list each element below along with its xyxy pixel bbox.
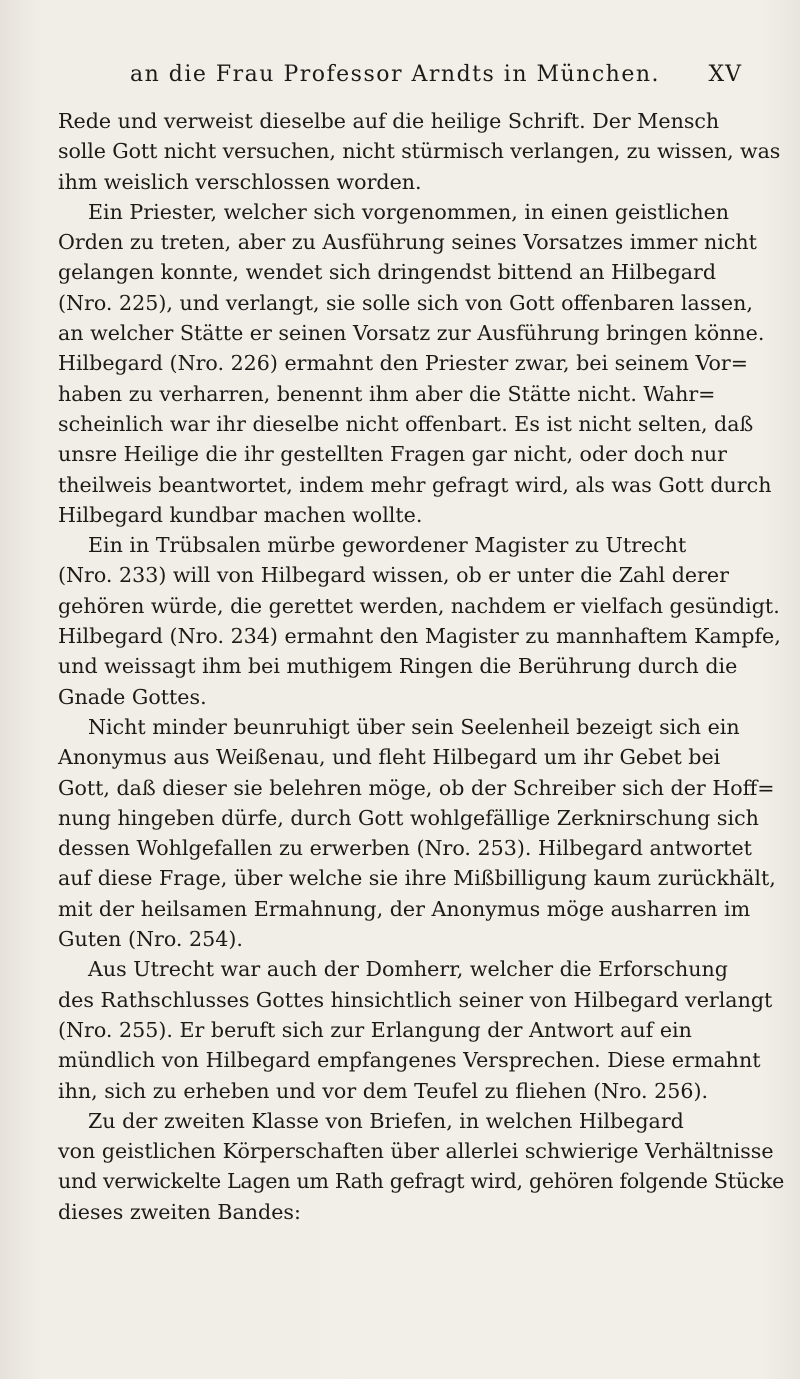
text-line: (Nro. 225), und verlangt, sie solle sich von Gott offenbaren lassen,: [58, 290, 753, 315]
text-line: Orden zu treten, aber zu Ausführung seines Vorsatzes immer nicht: [58, 230, 757, 255]
page-header: [108, 62, 742, 92]
text-line: gelangen konnte, wendet sich dringendst bittend an Hilbegard: [58, 260, 717, 285]
text-line: dieses zweiten Bandes:: [58, 1199, 301, 1224]
text-line: Hilbegard (Nro. 226) ermahnt den Priester zwar, bei seinem Vor=: [58, 351, 748, 376]
text-line: Ein Priester, welcher sich vorgenommen, in einen geistlichen: [88, 199, 730, 224]
text-line: Guten (Nro. 254).: [58, 927, 243, 952]
text-line: Hilbegard (Nro. 234) ermahnt den Magister zu mannhaftem Kampfe,: [58, 624, 781, 649]
paragraph: [58, 530, 786, 712]
text-line: dessen Wohlgefallen zu erwerben (Nro. 253). Hilbegard antwortet: [58, 836, 752, 861]
text-line: von geistlichen Körperschaften über allerlei schwierige Verhältnisse: [58, 1139, 774, 1164]
text-line: Anonymus aus Weißenau, und fleht Hilbegard um ihr Gebet bei: [58, 745, 721, 770]
text-line: mündlich von Hilbegard empfangenes Versprechen. Diese ermahnt: [58, 1048, 761, 1073]
paragraph: [58, 197, 786, 530]
text-line: haben zu verharren, benennt ihm aber die Stätte nicht. Wahr=: [58, 381, 716, 406]
running-title: an die Frau Professor Arndts in München.: [129, 62, 661, 87]
text-line: scheinlich war ihr dieselbe nicht offenbart. Es ist nicht selten, daß: [58, 411, 754, 436]
text-line: Nicht minder beunruhigt über sein Seelenheil bezeigt sich ein: [88, 714, 740, 739]
body-text: [58, 106, 786, 1227]
text-line: Gnade Gottes.: [58, 684, 207, 709]
text-line: mit der heilsamen Ermahnung, der Anonymus möge ausharren im: [58, 896, 751, 921]
page-number: XV: [708, 62, 742, 87]
paragraph: [58, 712, 786, 954]
text-line: und verwickelte Lagen um Rath gefragt wird, gehören folgende Stücke: [58, 1169, 784, 1194]
text-line: (Nro. 233) will von Hilbegard wissen, ob er unter die Zahl derer: [58, 563, 729, 588]
text-line: auf diese Frage, über welche sie ihre Mißbilligung kaum zurückhält,: [58, 866, 776, 891]
paragraph: [58, 106, 786, 197]
paragraph: [58, 1106, 786, 1227]
text-line: Aus Utrecht war auch der Domherr, welcher die Erforschung: [88, 957, 728, 982]
text-line: theilweis beantwortet, indem mehr gefragt wird, als was Gott durch: [58, 472, 772, 497]
text-line: Gott, daß dieser sie belehren möge, ob der Schreiber sich der Hoff=: [58, 775, 775, 800]
text-line: Hilbegard kundbar machen wollte.: [58, 502, 423, 527]
text-line: solle Gott nicht versuchen, nicht stürmisch verlangen, zu wissen, was: [58, 139, 781, 164]
text-line: unsre Heilige die ihr gestellten Fragen gar nicht, oder doch nur: [58, 442, 727, 467]
text-line: Rede und verweist dieselbe auf die heilige Schrift. Der Mensch: [58, 109, 720, 133]
text-line: Zu der zweiten Klasse von Briefen, in welchen Hilbegard: [88, 1108, 684, 1133]
text-line: Ein in Trübsalen mürbe gewordener Magister zu Utrecht: [88, 533, 687, 558]
paragraph: [58, 954, 786, 1105]
text-line: des Rathschlusses Gottes hinsichtlich seiner von Hilbegard verlangt: [58, 987, 773, 1012]
text-line: und weissagt ihm bei muthigem Ringen die Berührung durch die: [58, 654, 738, 679]
text-line: an welcher Stätte er seinen Vorsatz zur Ausführung bringen könne.: [58, 321, 765, 346]
text-line: nung hingeben dürfe, durch Gott wohlgefällige Zerknirschung sich: [58, 805, 759, 830]
text-line: ihm weislich verschlossen worden.: [58, 169, 422, 194]
text-line: (Nro. 255). Er beruft sich zur Erlangung der Antwort auf ein: [58, 1017, 692, 1042]
text-line: gehören würde, die gerettet werden, nachdem er vielfach gesündigt.: [58, 593, 780, 618]
text-line: ihn, sich zu erheben und vor dem Teufel zu fliehen (Nro. 256).: [58, 1078, 709, 1103]
